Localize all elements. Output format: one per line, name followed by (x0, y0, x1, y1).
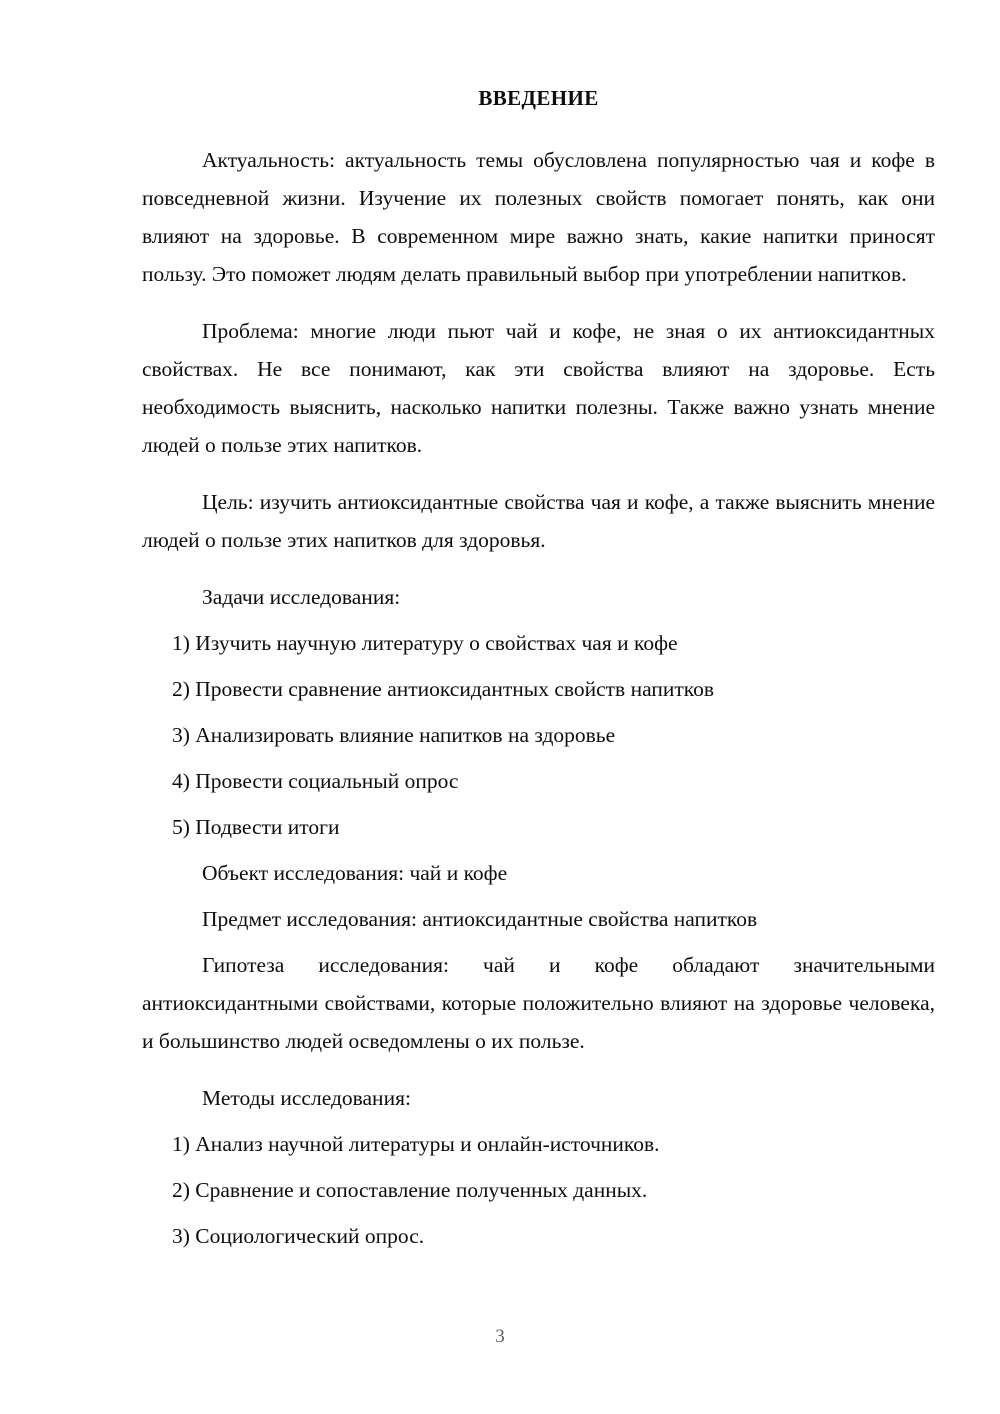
list-item: 1) Изучить научную литературу о свойствах чая и кофе (172, 631, 678, 656)
list-item: 3) Анализировать влияние напитков на здоровье (172, 723, 616, 748)
paragraph-hypothesis: Гипотеза исследования: чай и кофе обладают значительными антиоксидантными свойствами, которые положительно влияют на здоровье человека, и большинство людей осведомлены о их пользе. (142, 953, 935, 1054)
paragraph-subject: Предмет исследования: антиоксидантные свойства напитков (202, 907, 758, 932)
paragraph-relevance: Актуальность: актуальность темы обусловлена популярностью чая и кофе в повседневной жизни. Изучение их полезных свойств помогает понять, как они влияют на здоровье. В современном мире важно знать, какие напитки приносят пользу. Это поможет людям делать правильный выбор при употреблении напитков. (142, 148, 935, 287)
list-item: 1) Анализ научной литературы и онлайн-источников. (172, 1132, 660, 1157)
methods-heading: Методы исследования: (202, 1086, 411, 1111)
tasks-list (142, 624, 935, 846)
page-number: 3 (495, 1326, 505, 1347)
list-item: 3) Социологический опрос. (172, 1224, 425, 1249)
page-title: ВВЕДЕНИЕ (478, 86, 599, 110)
list-item: 2) Сравнение и сопоставление полученных данных. (172, 1178, 648, 1203)
tasks-heading: Задачи исследования: (202, 585, 401, 610)
list-item: 2) Провести сравнение антиоксидантных свойств напитков (172, 677, 715, 702)
list-item: 5) Подвести итоги (172, 815, 340, 840)
paragraph-object: Объект исследования: чай и кофе (202, 861, 508, 886)
paragraph-goal: Цель: изучить антиоксидантные свойства чая и кофе, а также выяснить мнение людей о пользе этих напитков для здоровья. (142, 490, 935, 553)
paragraph-problem: Проблема: многие люди пьют чай и кофе, не зная о их антиоксидантных свойствах. Не все понимают, как эти свойства влияют на здоровье. Есть необходимость выяснить, насколько напитки полезны. Также важно узнать мнение людей о пользе этих напитков. (142, 319, 935, 458)
methods-list (142, 1125, 935, 1255)
page-content (142, 86, 935, 1263)
list-item: 4) Провести социальный опрос (172, 769, 459, 794)
